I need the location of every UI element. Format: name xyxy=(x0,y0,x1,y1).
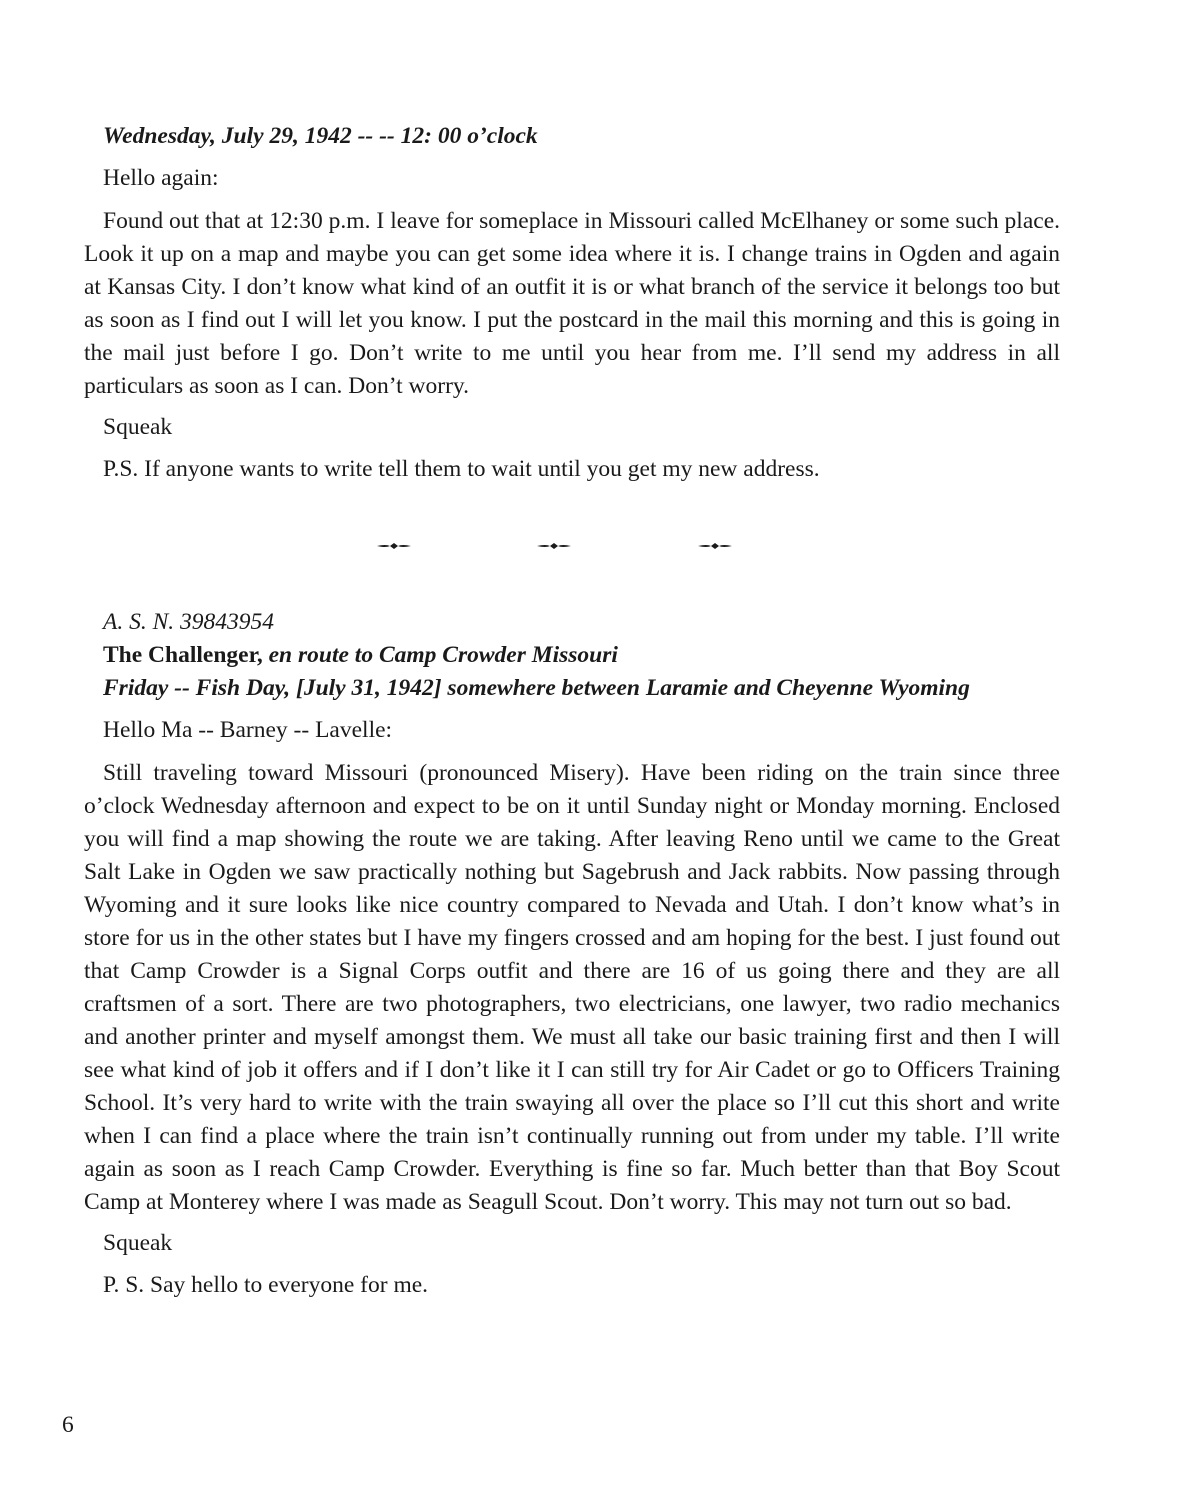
route-line xyxy=(84,639,1060,672)
divider-ornament-icon xyxy=(376,541,412,551)
page-number: 6 xyxy=(62,1412,74,1438)
divider-ornament-icon xyxy=(536,541,572,551)
letter1-body: Found out that at 12:30 p.m. I leave for someplace in Missouri called McElhaney or some such place. Look it up on a map and maybe you can get some idea where it is. I change trains in Ogden and again at Kansas City. I don’t know what kind of an outfit it is or what branch of the service it belongs too but as soon as I find out I will let you know. I put the postcard in the mail this morning and this is going in the mail just before I go. Don’t write to me until you hear from me. I’ll send my address in all particulars as soon as I can. Don’t worry. xyxy=(84,208,1060,399)
letter2-body: Still traveling toward Missouri (pronounced Misery). Have been riding on the train since three o’clock Wednesday afternoon and expect to be on it until Sunday night or Monday morning. Enclosed you will find a map showing the route we are taking. After leaving Reno until we came to the Great Salt Lake in Ogden we saw practically nothing but Sagebrush and Jack rabbits. Now passing through Wyoming and it sure looks like nice country compared to Nevada and Utah. I don’t know what’s in store for us in the other states but I have my fingers crossed and am hoping for the best. I just found out that Camp Crowder is a Signal Corps outfit and there are 16 of us going there and they are all craftsmen of a sort. There are two photographers, two electricians, one lawyer, two radio mechanics and another printer and myself amongst them. We must all take our basic training first and then I will see what kind of job it offers and if I don’t like it I can still try for Air Cadet or go to Officers Training School. It’s very hard to write with the train swaying all over the place so I’ll cut this short and write when I can find a place where the train isn’t continually running out from under my table. I’ll write again as soon as I reach Camp Crowder. Everything is fine so far. Much better than that Boy Scout Camp at Monterey where I was made as Seagull Scout. Don’t worry. This may not turn out so bad. xyxy=(84,760,1060,1215)
train-name: The Challenger, xyxy=(103,642,263,668)
letter2-date-line: Friday -- Fish Day, [July 31, 1942] somewhere between Laramie and Cheyenne Wyoming xyxy=(103,675,970,701)
letter2-signature: Squeak xyxy=(103,1230,173,1256)
route-destination: en route to Camp Crowder Missouri xyxy=(262,642,618,668)
letter2-postscript: P. S. Say hello to everyone for me. xyxy=(103,1272,429,1298)
letter2-heading xyxy=(84,606,1060,705)
letter1-salutation: Hello again: xyxy=(103,165,219,191)
page-content xyxy=(84,120,1060,1302)
letter1-signature: Squeak xyxy=(103,414,173,440)
divider-ornament-icon xyxy=(697,541,733,551)
letter1-date-line: Wednesday, July 29, 1942 -- -- 12: 00 o’clock xyxy=(103,123,538,149)
serial-number-line: A. S. N. 39843954 xyxy=(103,609,275,635)
section-divider xyxy=(84,486,1060,606)
letter2-salutation: Hello Ma -- Barney -- Lavelle: xyxy=(103,717,393,743)
letter1-postscript: P.S. If anyone wants to write tell them to wait until you get my new address. xyxy=(103,456,820,482)
